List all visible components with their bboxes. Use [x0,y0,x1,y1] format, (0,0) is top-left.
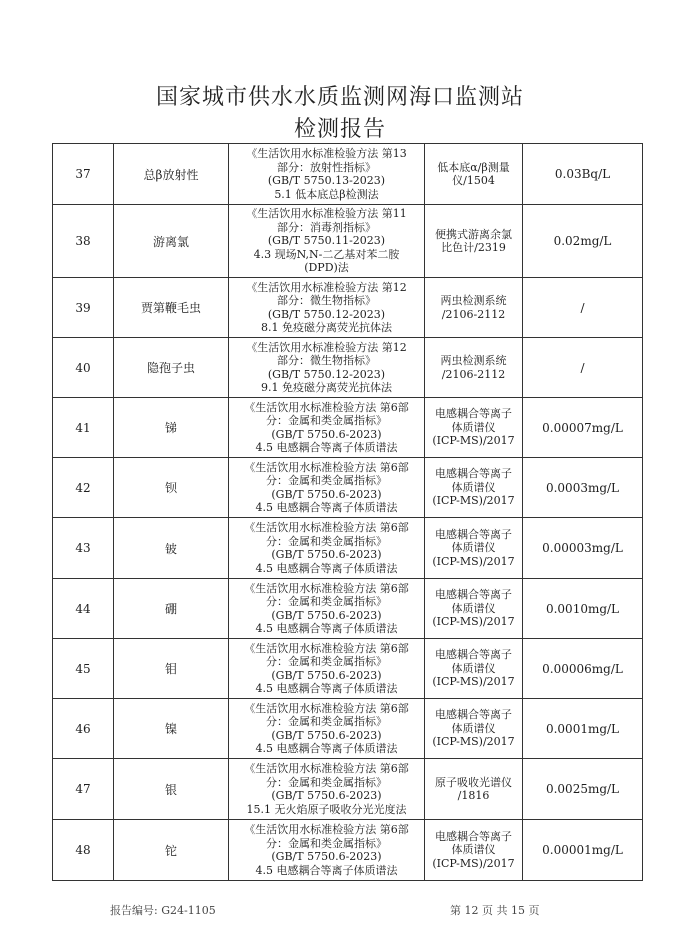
instrument-line: 低本底α/β测量 [437,160,510,174]
method-line: (GB/T 5750.6-2023) [271,850,382,863]
method-line: 4.5 电感耦合等离子体质谱法 [255,622,398,635]
test-method [229,205,425,278]
test-method [229,278,425,338]
table-row [53,579,643,639]
method-line: (GB/T 5750.6-2023) [271,487,382,501]
instrument-line: 体质谱仪 [451,480,496,494]
instrument-line: 体质谱仪 [451,541,496,555]
instrument [425,579,523,639]
row-number: 46 [53,699,114,759]
instrument-line: 原子吸收光谱仪 [435,775,512,789]
table-row [53,144,643,205]
instrument [425,759,523,820]
method-line: 《生活饮用水标准检验方法 第6部 [244,641,409,655]
test-item: 隐孢子虫 [114,338,229,398]
method-line: 《生活饮用水标准检验方法 第12 [246,340,407,354]
method-line: (GB/T 5750.6-2023) [271,548,382,561]
instrument-line: 便携式游离余氯 [435,227,512,241]
method-line: (GB/T 5750.6-2023) [271,728,382,742]
table-row [53,205,643,278]
test-method [229,820,425,881]
row-number: 39 [53,278,114,338]
instrument-line: 体质谱仪 [451,721,496,735]
method-line: (GB/T 5750.11-2023) [267,234,386,248]
instrument-line: 两虫检测系统 [440,354,507,367]
test-item: 铍 [114,518,229,579]
method-line: (DPD)法 [304,261,349,275]
method-line: 9.1 免疫磁分离荧光抗体法 [261,381,392,394]
instrument-line: 体质谱仪 [451,661,496,675]
method-line: 分：金属和类金属指标》 [266,655,387,668]
detection-limit: 0.00006mg/L [523,639,643,699]
instrument-line: (ICP-MS)/2017 [432,434,515,448]
test-item: 游离氯 [114,205,229,278]
instrument [425,518,523,579]
test-method [229,144,425,205]
method-line: 15.1 无火焰原子吸收分光光度法 [246,802,407,816]
test-method [229,338,425,398]
instrument-line: (ICP-MS)/2017 [432,494,515,508]
test-item: 总β放射性 [114,144,229,205]
method-line: 《生活饮用水标准检验方法 第6部 [244,521,409,534]
test-method [229,518,425,579]
detection-limit: 0.0025mg/L [523,759,643,820]
method-line: 部分：消毒剂指标》 [277,220,376,234]
method-line: (GB/T 5750.6-2023) [271,668,382,682]
table-row [53,398,643,458]
instrument-line: /2106-2112 [441,367,506,381]
method-line: 《生活饮用水标准检验方法 第6部 [244,400,409,414]
method-line: 《生活饮用水标准检验方法 第6部 [244,762,409,775]
detection-limit: 0.00003mg/L [523,518,643,579]
method-line: 部分：放射性指标》 [277,160,376,174]
method-line: 4.5 电感耦合等离子体质谱法 [255,682,398,695]
table-row [53,699,643,759]
report-subtitle: 检测报告 [293,117,386,142]
method-line: 4.5 电感耦合等离子体质谱法 [255,742,398,755]
method-line: 《生活饮用水标准检验方法 第11 [246,207,407,221]
method-line: 5.1 低本底总β检测法 [274,187,379,201]
instrument-line: 电感耦合等离子 [435,648,512,662]
instrument [425,820,523,881]
instrument [425,144,523,205]
test-method [229,458,425,518]
test-item: 镍 [114,699,229,759]
method-line: (GB/T 5750.6-2023) [271,608,382,622]
detection-limit: 0.02mg/L [523,205,643,278]
row-number: 41 [53,398,114,458]
instrument-line: /1816 [457,789,490,802]
method-line: 分：金属和类金属指标》 [266,474,387,487]
method-line: 分：金属和类金属指标》 [266,775,387,789]
method-line: 分：金属和类金属指标》 [266,595,387,608]
test-item: 银 [114,759,229,820]
test-method [229,639,425,699]
row-number: 38 [53,205,114,278]
instrument-line: (ICP-MS)/2017 [432,615,515,629]
instrument [425,639,523,699]
row-number: 47 [53,759,114,820]
instrument-line: 电感耦合等离子 [435,588,512,602]
row-number: 48 [53,820,114,881]
instrument-line: 体质谱仪 [451,843,496,857]
method-line: 《生活饮用水标准检验方法 第12 [246,280,407,294]
instrument [425,338,523,398]
row-number: 44 [53,579,114,639]
instrument-line: 体质谱仪 [451,601,496,615]
test-method [229,759,425,820]
row-number: 43 [53,518,114,579]
detection-limit: 0.00001mg/L [523,820,643,881]
detection-limit: 0.00007mg/L [523,398,643,458]
method-line: 部分：微生物指标》 [277,354,376,367]
detection-limit: 0.03Bq/L [523,144,643,205]
test-item: 硼 [114,579,229,639]
instrument-line: 电感耦合等离子 [435,708,512,722]
row-number: 37 [53,144,114,205]
method-line: 部分：微生物指标》 [277,294,376,307]
instrument-line: 两虫检测系统 [440,294,507,307]
instrument-line: 体质谱仪 [451,420,496,434]
instrument-line: (ICP-MS)/2017 [432,554,515,568]
instrument-line: 电感耦合等离子 [435,829,512,843]
method-line: 分：金属和类金属指标》 [266,414,387,427]
method-line: 4.3 现场N,N-二乙基对苯二胺 [253,247,400,261]
test-item: 锑 [114,398,229,458]
method-line: 《生活饮用水标准检验方法 第6部 [244,581,409,595]
detection-limit: / [523,338,643,398]
method-line: 《生活饮用水标准检验方法 第6部 [244,460,409,474]
instrument-line: /2106-2112 [441,307,506,321]
instrument-line: 电感耦合等离子 [435,407,512,421]
table-row [53,278,643,338]
method-line: 4.5 电感耦合等离子体质谱法 [255,561,398,575]
method-line: 分：金属和类金属指标》 [266,534,387,548]
instrument-line: 比色计/2319 [441,241,506,254]
method-line: 《生活饮用水标准检验方法 第6部 [244,823,409,836]
method-line: 8.1 免疫磁分离荧光抗体法 [261,321,392,334]
instrument [425,398,523,458]
table-row [53,338,643,398]
instrument [425,205,523,278]
row-number: 42 [53,458,114,518]
method-line: (GB/T 5750.12-2023) [267,307,386,321]
page-number: 第 12 页 共 15 页 [450,904,540,917]
test-method [229,398,425,458]
test-method [229,699,425,759]
method-line: 《生活饮用水标准检验方法 第6部 [244,701,409,715]
row-number: 45 [53,639,114,699]
table-row [53,458,643,518]
test-item: 贾第鞭毛虫 [114,278,229,338]
method-line: (GB/T 5750.6-2023) [271,427,382,441]
instrument-line: (ICP-MS)/2017 [432,856,515,870]
results-table [52,143,643,881]
instrument-line: 电感耦合等离子 [435,527,512,541]
detection-limit: 0.0001mg/L [523,699,643,759]
method-line: (GB/T 5750.12-2023) [267,367,386,381]
instrument-line: 仪/1504 [452,174,495,187]
detection-limit: 0.0003mg/L [523,458,643,518]
table-row [53,518,643,579]
detection-limit: / [523,278,643,338]
method-line: 分：金属和类金属指标》 [266,715,387,728]
report-title: 国家城市供水水质监测网海口监测站 [155,85,524,110]
method-line: 《生活饮用水标准检验方法 第13 [246,147,407,160]
report-number: 报告编号: G24-1105 [110,904,216,917]
method-line: 分：金属和类金属指标》 [266,836,387,850]
method-line: (GB/T 5750.6-2023) [271,789,382,802]
method-line: 4.5 电感耦合等离子体质谱法 [255,441,398,454]
test-item: 钼 [114,639,229,699]
detection-limit: 0.0010mg/L [523,579,643,639]
instrument-line: 电感耦合等离子 [435,467,512,481]
test-method [229,579,425,639]
table-row [53,820,643,881]
table-row [53,639,643,699]
method-line: 4.5 电感耦合等离子体质谱法 [255,863,398,877]
test-item: 钡 [114,458,229,518]
instrument [425,278,523,338]
instrument-line: (ICP-MS)/2017 [432,735,515,749]
method-line: 4.5 电感耦合等离子体质谱法 [255,501,398,514]
row-number: 40 [53,338,114,398]
table-row [53,759,643,820]
instrument-line: (ICP-MS)/2017 [432,675,515,689]
instrument [425,699,523,759]
method-line: (GB/T 5750.13-2023) [267,174,386,187]
instrument [425,458,523,518]
test-item: 铊 [114,820,229,881]
